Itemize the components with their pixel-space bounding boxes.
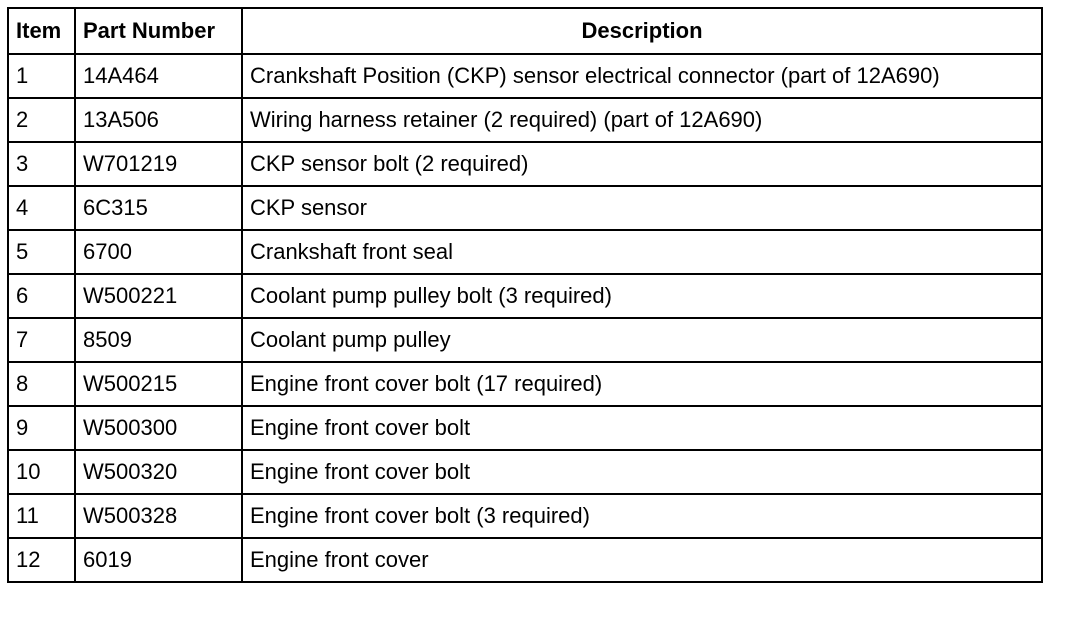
cell-description: Engine front cover bolt — [242, 450, 1042, 494]
cell-item: 10 — [8, 450, 75, 494]
table-row — [8, 142, 1042, 186]
table-row — [8, 186, 1042, 230]
cell-part-number: W500215 — [75, 362, 242, 406]
cell-description: Coolant pump pulley bolt (3 required) — [242, 274, 1042, 318]
cell-item: 1 — [8, 54, 75, 98]
cell-item: 11 — [8, 494, 75, 538]
cell-description: Crankshaft Position (CKP) sensor electrical connector (part of 12A690) — [242, 54, 1042, 98]
table-body — [8, 54, 1042, 582]
cell-part-number: 6C315 — [75, 186, 242, 230]
table-row — [8, 494, 1042, 538]
table-row — [8, 54, 1042, 98]
cell-part-number: W701219 — [75, 142, 242, 186]
cell-part-number: 14A464 — [75, 54, 242, 98]
header-item: Item — [8, 8, 75, 54]
header-description: Description — [242, 8, 1042, 54]
cell-description: Crankshaft front seal — [242, 230, 1042, 274]
cell-part-number: W500320 — [75, 450, 242, 494]
cell-part-number: W500300 — [75, 406, 242, 450]
cell-item: 9 — [8, 406, 75, 450]
cell-description: Engine front cover bolt (3 required) — [242, 494, 1042, 538]
cell-description: Engine front cover — [242, 538, 1042, 582]
cell-part-number: 6700 — [75, 230, 242, 274]
cell-part-number: 13A506 — [75, 98, 242, 142]
cell-item: 12 — [8, 538, 75, 582]
cell-item: 3 — [8, 142, 75, 186]
cell-item: 7 — [8, 318, 75, 362]
header-row — [8, 8, 1042, 54]
parts-table — [7, 7, 1043, 583]
cell-item: 8 — [8, 362, 75, 406]
cell-part-number: W500221 — [75, 274, 242, 318]
table-row — [8, 318, 1042, 362]
cell-item: 4 — [8, 186, 75, 230]
table-row — [8, 406, 1042, 450]
cell-description: Engine front cover bolt (17 required) — [242, 362, 1042, 406]
table-row — [8, 538, 1042, 582]
cell-description: CKP sensor bolt (2 required) — [242, 142, 1042, 186]
table-row — [8, 230, 1042, 274]
table-row — [8, 98, 1042, 142]
cell-description: Engine front cover bolt — [242, 406, 1042, 450]
cell-part-number: W500328 — [75, 494, 242, 538]
cell-description: CKP sensor — [242, 186, 1042, 230]
cell-description: Coolant pump pulley — [242, 318, 1042, 362]
cell-item: 5 — [8, 230, 75, 274]
header-part-number: Part Number — [75, 8, 242, 54]
cell-item: 2 — [8, 98, 75, 142]
cell-description: Wiring harness retainer (2 required) (part of 12A690) — [242, 98, 1042, 142]
table-row — [8, 274, 1042, 318]
table-row — [8, 362, 1042, 406]
table-row — [8, 450, 1042, 494]
table-header — [8, 8, 1042, 54]
cell-part-number: 6019 — [75, 538, 242, 582]
cell-item: 6 — [8, 274, 75, 318]
cell-part-number: 8509 — [75, 318, 242, 362]
